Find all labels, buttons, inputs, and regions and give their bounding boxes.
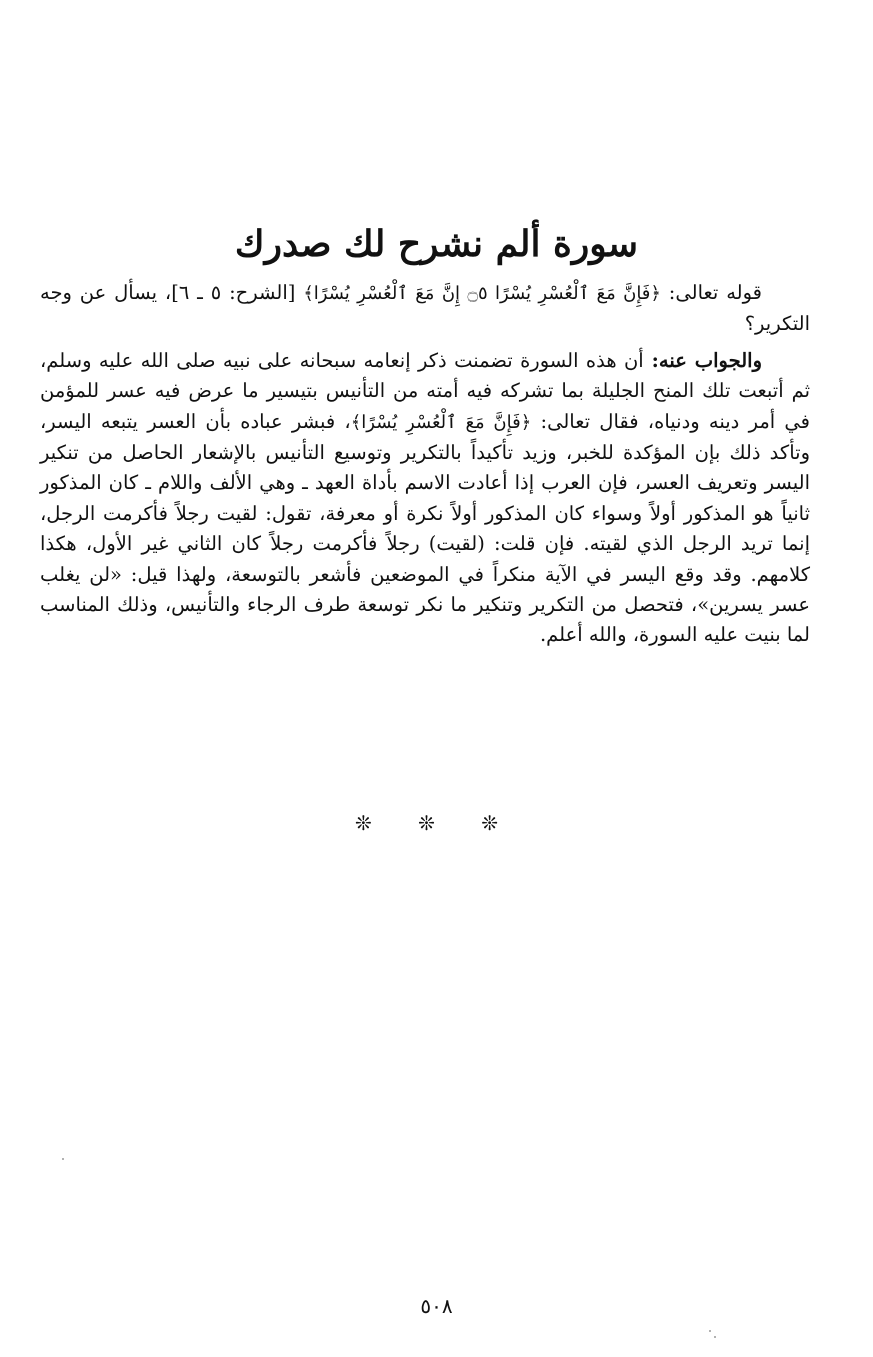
answer-lead: والجواب عنه: xyxy=(643,348,762,372)
body-text xyxy=(40,278,810,651)
surah-title: سورة ألم نشرح لك صدرك xyxy=(234,223,639,266)
scan-speck xyxy=(709,1330,711,1332)
page-number: ٥٠٨ xyxy=(420,1294,453,1318)
answer-verse: ﴿فَإِنَّ مَعَ ٱلْعُسْرِ يُسْرًا﴾ xyxy=(350,411,532,433)
answer-text-part1: أن هذه السورة تضمنت ذكر إنعامه سبحانه على نبيه صلى الله عليه وسلم، ثم أتبعت تلك المنح الجليلة بما تشركه فيه أمته من التأنيس بتيسير ما عرض فيه عسر للمؤمن في أمر دينه ودنياه، فقال تعالى: xyxy=(40,348,810,433)
question-paragraph xyxy=(40,278,810,340)
section-separator: ❊ ❊ ❊ xyxy=(355,811,518,835)
question-verse: ﴿فَإِنَّ مَعَ ٱلْعُسْرِ يُسْرًا ۝٥ إِنَّ مَعَ ٱلْعُسْرِ يُسْرًا﴾ xyxy=(303,283,661,304)
answer-text-part2: ، فبشر عباده بأن العسر يتبعه اليسر، وتأكد ذلك بإن المؤكدة للخبر، وزيد تأكيداً بالتكرير وتوسيع التأنيس بالإشعار الحاصل من تنكير اليسر وتعريف العسر، فإن العرب إذا أعادت الاسم بأداة العهد ـ وهي الألف واللام ـ كان المذكور ثانياً هو المذكور أولاً وسواء كان المذكور أولاً نكرة أو معرفة، تقول: لقيت رجلاً فأكرمت الرجل، إنما تريد الرجل الذي لقيته. فإن قلت: (لقيت) رجلاً فأكرمت رجلاً كان الثاني غير الأول، هكذا كلامهم. وقد وقع اليسر في الآية منكراً في الموضعين فأشعر بالتوسعة، ولهذا قيل: «لن يغلب عسر يسرين»، فتحصل من التكرير وتنكير ما نكر توسعة طرف الرجاء والتأنيس، وذلك المناسب لما بنيت عليه السورة، والله أعلم. xyxy=(40,409,810,647)
scan-speck xyxy=(62,1158,64,1160)
question-lead: قوله تعالى: xyxy=(660,281,762,304)
scan-speck xyxy=(714,1336,716,1338)
answer-paragraph xyxy=(40,346,810,651)
question-rest: [الشرح: ٥ ـ ٦]، يسأل عن وجه التكرير؟ xyxy=(40,281,810,336)
